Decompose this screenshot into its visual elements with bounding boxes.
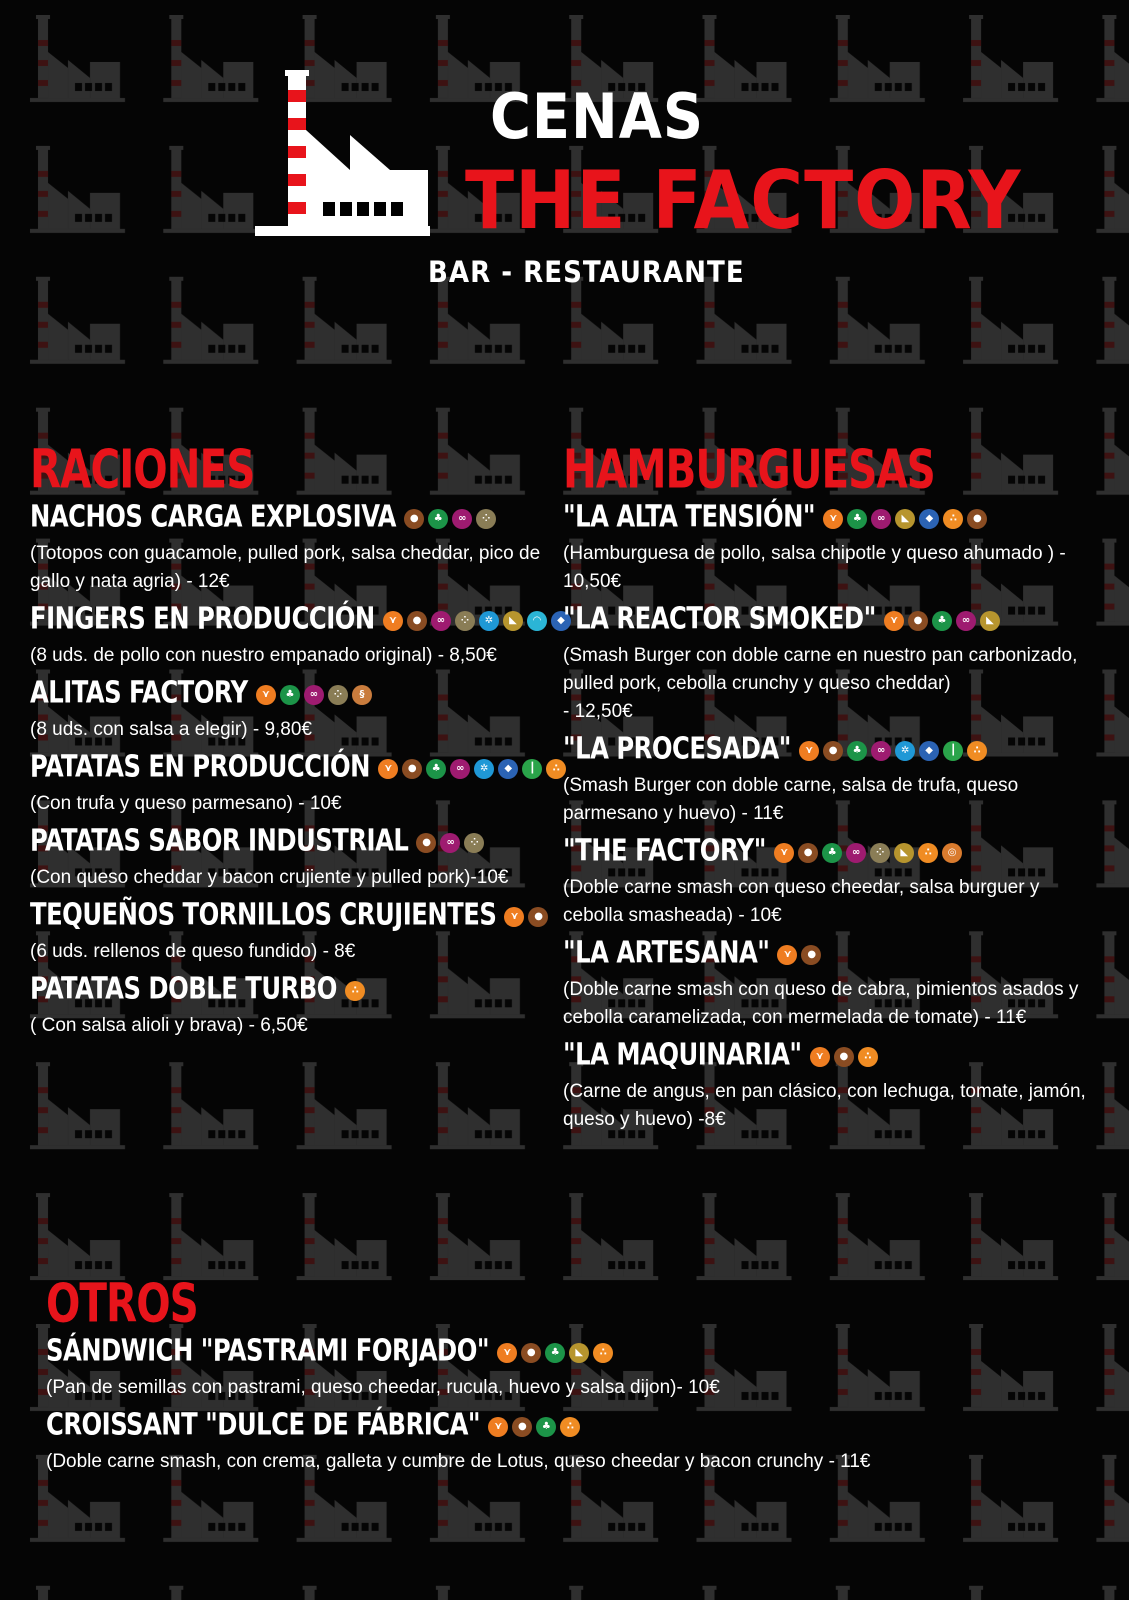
- allergen-eggs-icon: ●: [404, 509, 424, 529]
- allergen-sulphites-icon: ∞: [304, 685, 324, 705]
- menu-item-description: (Doble carne smash, con crema, galleta y cumbre de Lotus, queso cheedar y bacon crunchy - 11€: [46, 1451, 871, 1472]
- allergen-sesame-icon: ◣: [503, 611, 523, 631]
- allergen-sesame-icon: ◣: [895, 509, 915, 529]
- allergen-gluten-icon: ⋎: [256, 685, 276, 705]
- allergen-eggs-icon: ●: [967, 509, 987, 529]
- menu-item-header: [46, 1408, 1086, 1448]
- menu-item-header: [563, 936, 1093, 976]
- section-title: HAMBURGUESAS: [563, 438, 935, 501]
- allergen-mustard-icon: ⁘: [870, 843, 890, 863]
- menu-item-description: (Hamburguesa de pollo, salsa chipotle y queso ahumado ) - 10,50€: [563, 543, 1066, 592]
- allergen-list: [345, 981, 365, 1001]
- menu-item-description: (Doble carne smash con queso cheedar, salsa burguer y cebolla smasheada) - 10€: [563, 877, 1040, 926]
- menu-item-description: (Totopos con guacamole, pulled pork, salsa cheddar, pico de gallo y nata agria) - 12€: [30, 543, 541, 592]
- allergen-milk-icon: ♣: [847, 509, 867, 529]
- menu-item-header: [30, 601, 565, 642]
- allergen-sesame-icon: ◣: [569, 1343, 589, 1363]
- allergen-eggs-icon: ●: [512, 1417, 532, 1437]
- allergen-nuts-icon: ∴: [546, 759, 566, 779]
- menu-item-header: [30, 972, 550, 1012]
- allergen-sulphites-icon: ∞: [431, 611, 451, 631]
- menu-item-header: [563, 1038, 1093, 1078]
- allergen-mustard-icon: ⁘: [455, 611, 475, 631]
- allergen-list: [404, 509, 496, 529]
- allergen-milk-icon: ♣: [847, 741, 867, 761]
- allergen-eggs-icon: ●: [416, 833, 436, 853]
- allergen-gluten-icon: ⋎: [884, 611, 904, 631]
- menu-item: [30, 601, 565, 670]
- menu-item-description: (Pan de semillas con pastrami, queso cheedar, rucula, huevo y salsa dijon)- 10€: [46, 1377, 720, 1398]
- menu-item-name: "LA ALTA TENSIÓN": [563, 499, 816, 535]
- brand-name: THE FACTORY: [465, 154, 1022, 247]
- allergen-list: [378, 759, 566, 779]
- section-raciones: [30, 438, 565, 1046]
- allergen-eggs-icon: ●: [801, 945, 821, 965]
- allergen-gluten-icon: ⋎: [504, 907, 524, 927]
- menu-item-description: (8 uds. de pollo con nuestro empanado original) - 8,50€: [30, 645, 497, 666]
- allergen-eggs-icon: ●: [407, 611, 427, 631]
- allergen-sesame-icon: ◣: [894, 843, 914, 863]
- allergen-list: [488, 1417, 580, 1437]
- allergen-nuts-icon: ∴: [918, 843, 938, 863]
- allergen-list: [504, 907, 548, 927]
- allergen-molluscs-icon: ◠: [527, 611, 547, 631]
- hamburguesas-list: [563, 500, 1093, 1134]
- allergen-crustaceans-icon: ✲: [474, 759, 494, 779]
- menu-item: [563, 1038, 1093, 1134]
- allergen-sulphites-icon: ∞: [956, 611, 976, 631]
- allergen-list: [774, 843, 962, 863]
- allergen-eggs-icon: ●: [402, 759, 422, 779]
- allergen-gluten-icon: ⋎: [488, 1417, 508, 1437]
- menu-item-name: CROISSANT "DULCE DE FÁBRICA": [46, 1407, 481, 1443]
- allergen-sulphites-icon: ∞: [450, 759, 470, 779]
- menu-item: [30, 898, 550, 966]
- allergen-milk-icon: ♣: [545, 1343, 565, 1363]
- allergen-celery-icon: ┃: [522, 759, 542, 779]
- menu-item: [30, 972, 550, 1040]
- allergen-gluten-icon: ⋎: [774, 843, 794, 863]
- menu-item-description: (6 uds. rellenos de queso fundido) - 8€: [30, 941, 356, 962]
- allergen-milk-icon: ♣: [536, 1417, 556, 1437]
- allergen-sesame-icon: ◣: [980, 611, 1000, 631]
- allergen-milk-icon: ♣: [822, 843, 842, 863]
- allergen-nuts-icon: ∴: [967, 741, 987, 761]
- allergen-gluten-icon: ⋎: [799, 741, 819, 761]
- allergen-milk-icon: ♣: [428, 509, 448, 529]
- menu-item-name: "THE FACTORY": [563, 833, 766, 869]
- menu-item-name: SÁNDWICH "PASTRAMI FORJADO": [46, 1333, 489, 1369]
- allergen-crustaceans-icon: ✲: [895, 741, 915, 761]
- otros-list: [46, 1334, 1086, 1476]
- allergen-nuts-icon: ∴: [345, 981, 365, 1001]
- menu-item-header: [563, 834, 1093, 874]
- allergen-eggs-icon: ●: [798, 843, 818, 863]
- menu-item-name: "LA PROCESADA": [563, 731, 791, 767]
- allergen-gluten-icon: ⋎: [777, 945, 797, 965]
- allergen-list: [416, 833, 484, 853]
- menu-item-description: (Con queso cheddar y bacon crujiente y pulled pork)-10€: [30, 867, 509, 888]
- allergen-fish-icon: ◆: [919, 509, 939, 529]
- allergen-gluten-icon: ⋎: [378, 759, 398, 779]
- menu-item-name: "LA ARTESANA": [563, 935, 770, 971]
- allergen-eggs-icon: ●: [528, 907, 548, 927]
- allergen-gluten-icon: ⋎: [810, 1047, 830, 1067]
- allergen-list: [823, 509, 987, 529]
- allergen-mustard-icon: ⁘: [328, 685, 348, 705]
- allergen-milk-icon: ♣: [426, 759, 446, 779]
- allergen-list: [777, 945, 821, 965]
- menu-item-name: NACHOS CARGA EXPLOSIVA: [30, 499, 396, 535]
- menu-item-description: (Con trufa y queso parmesano) - 10€: [30, 793, 342, 814]
- allergen-nuts-icon: ∴: [593, 1343, 613, 1363]
- menu-item-description: (Smash Burger con doble carne en nuestro pan carbonizado, pulled pork, cebolla crunchy y queso cheddar) - 12,50€: [563, 645, 1078, 722]
- menu-item: [46, 1408, 1086, 1476]
- menu-item-description: (8 uds. con salsa a elegir) - 9,80€: [30, 719, 312, 740]
- menu-item: [563, 602, 1093, 726]
- menu-item-name: FINGERS EN PRODUCCIÓN: [30, 601, 375, 637]
- allergen-milk-icon: ♣: [280, 685, 300, 705]
- menu-item-name: PATATAS DOBLE TURBO: [30, 971, 337, 1007]
- allergen-list: [256, 685, 372, 705]
- allergen-eggs-icon: ●: [908, 611, 928, 631]
- menu-item-name: "LA REACTOR SMOKED": [563, 601, 876, 637]
- allergen-sulphites-icon: ∞: [871, 509, 891, 529]
- allergen-sulphites-icon: ∞: [452, 509, 472, 529]
- menu-item: [563, 500, 1093, 596]
- allergen-gluten-icon: ⋎: [383, 611, 403, 631]
- allergen-list: [884, 611, 1000, 631]
- menu-item-name: PATATAS EN PRODUCCIÓN: [30, 749, 370, 785]
- menu-item-name: PATATAS SABOR INDUSTRIAL: [30, 823, 409, 859]
- menu-item-description: (Smash Burger con doble carne, salsa de trufa, queso parmesano y huevo) - 11€: [563, 775, 1019, 824]
- menu-item-name: "LA MAQUINARIA": [563, 1037, 802, 1073]
- menu-item: [30, 824, 550, 892]
- brand-subtitle: BAR - RESTAURANTE: [428, 255, 745, 289]
- factory-logo-icon: [255, 70, 435, 240]
- brand-tagline: CENAS: [490, 80, 705, 153]
- menu-item: [563, 732, 1093, 828]
- allergen-list: [799, 741, 987, 761]
- menu-item-header: [30, 749, 560, 790]
- menu-item: [563, 834, 1093, 930]
- menu-item-header: [30, 676, 550, 716]
- menu-item-description: ( Con salsa alioli y brava) - 6,50€: [30, 1015, 308, 1036]
- menu-item: [30, 676, 550, 744]
- allergen-sulphites-icon: ∞: [440, 833, 460, 853]
- allergen-celery-icon: ┃: [943, 741, 963, 761]
- allergen-fish-icon: ◆: [498, 759, 518, 779]
- menu-item: [563, 936, 1093, 1032]
- allergen-nuts-icon: ∴: [560, 1417, 580, 1437]
- allergen-list: [810, 1047, 878, 1067]
- allergen-eggs-icon: ●: [823, 741, 843, 761]
- menu-item-header: [563, 732, 1093, 772]
- allergen-crustaceans-icon: ✲: [479, 611, 499, 631]
- allergen-mustard-icon: ⁘: [476, 509, 496, 529]
- menu-item-description: (Doble carne smash con queso de cabra, pimientos asados y cebolla caramelizada, con mermelada de tomate) - 11€: [563, 979, 1079, 1028]
- raciones-list: [30, 499, 565, 1040]
- allergen-nuts-icon: ∴: [858, 1047, 878, 1067]
- menu-item-header: [563, 602, 1093, 642]
- menu-item-description: (Carne de angus, en pan clásico, con lechuga, tomate, jamón, queso y huevo) -8€: [563, 1081, 1086, 1130]
- menu-item: [30, 500, 550, 596]
- section-title: RACIONES: [30, 438, 255, 501]
- allergen-nuts-icon: ∴: [943, 509, 963, 529]
- allergen-gluten-icon: ⋎: [823, 509, 843, 529]
- allergen-fish-icon: ◆: [919, 741, 939, 761]
- allergen-sulphites-icon: ∞: [846, 843, 866, 863]
- menu-item-header: [30, 824, 550, 864]
- allergen-milk-icon: ♣: [932, 611, 952, 631]
- allergen-gluten-icon: ⋎: [497, 1343, 517, 1363]
- section-otros: [46, 1272, 1086, 1482]
- menu-item-header: [30, 898, 550, 938]
- allergen-sulphites-icon: ∞: [871, 741, 891, 761]
- section-title: OTROS: [46, 1272, 198, 1335]
- menu-item-name: ALITAS FACTORY: [30, 675, 248, 711]
- allergen-mustard-icon: ⁘: [464, 833, 484, 853]
- menu-item: [30, 749, 560, 818]
- allergen-soy-icon: §: [352, 685, 372, 705]
- allergen-eggs-icon: ●: [521, 1343, 541, 1363]
- allergen-lupin-icon: ◎: [942, 843, 962, 863]
- allergen-eggs-icon: ●: [834, 1047, 854, 1067]
- allergen-list: [497, 1343, 613, 1363]
- section-hamburguesas: [563, 438, 1093, 1140]
- allergen-list: [383, 611, 571, 631]
- allergen-fish-icon: ◆: [551, 611, 571, 631]
- menu-item-name: TEQUEÑOS TORNILLOS CRUJIENTES: [30, 897, 497, 933]
